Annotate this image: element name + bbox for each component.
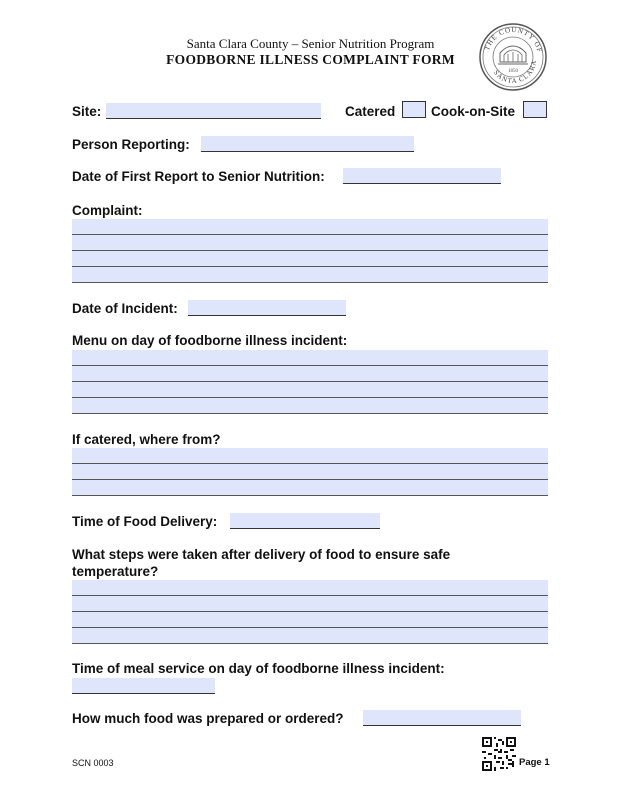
svg-text:1850: 1850	[508, 69, 518, 74]
time-meal-field[interactable]	[72, 678, 215, 694]
date-first-report-field[interactable]	[343, 168, 501, 184]
form-code: SCN 0003	[72, 758, 114, 768]
date-incident-field[interactable]	[188, 300, 346, 316]
person-reporting-field[interactable]	[201, 136, 414, 152]
cook-on-site-label: Cook-on-Site	[431, 104, 515, 119]
catered-checkbox[interactable]	[402, 101, 426, 118]
menu-label: Menu on day of foodborne illness incident:	[72, 333, 348, 348]
steps-label-line2: temperature?	[72, 564, 159, 579]
time-meal-label: Time of meal service on day of foodborne illness incident:	[72, 661, 445, 676]
time-delivery-field[interactable]	[230, 513, 380, 529]
site-field[interactable]	[106, 103, 321, 119]
how-much-field[interactable]	[363, 710, 521, 726]
time-delivery-label: Time of Food Delivery:	[72, 514, 218, 529]
county-seal-icon	[478, 22, 548, 92]
menu-field[interactable]	[72, 350, 548, 414]
svg-text:THE COUNTY OF: THE COUNTY OF	[483, 25, 544, 54]
how-much-label: How much food was prepared or ordered?	[72, 711, 344, 726]
steps-field[interactable]	[72, 580, 548, 644]
person-reporting-label: Person Reporting:	[72, 137, 190, 152]
complaint-label: Complaint:	[72, 203, 143, 218]
catered-from-field[interactable]	[72, 448, 548, 496]
steps-label-line1: What steps were taken after delivery of food to ensure safe	[72, 547, 451, 562]
date-incident-label: Date of Incident:	[72, 301, 178, 316]
cook-on-site-checkbox[interactable]	[523, 101, 547, 118]
site-label: Site:	[72, 104, 102, 119]
catered-label: Catered	[345, 104, 396, 119]
form-title: FOODBORNE ILLNESS COMPLAINT FORM	[166, 52, 455, 67]
complaint-field[interactable]	[72, 219, 548, 283]
program-title: Santa Clara County – Senior Nutrition Program	[186, 36, 435, 51]
page-number: Page 1	[519, 757, 550, 768]
date-first-report-label: Date of First Report to Senior Nutrition:	[72, 169, 325, 184]
qr-code-icon	[482, 737, 516, 771]
catered-from-label: If catered, where from?	[72, 432, 221, 447]
svg-text:SANTA CLARA: SANTA CLARA	[491, 59, 539, 86]
